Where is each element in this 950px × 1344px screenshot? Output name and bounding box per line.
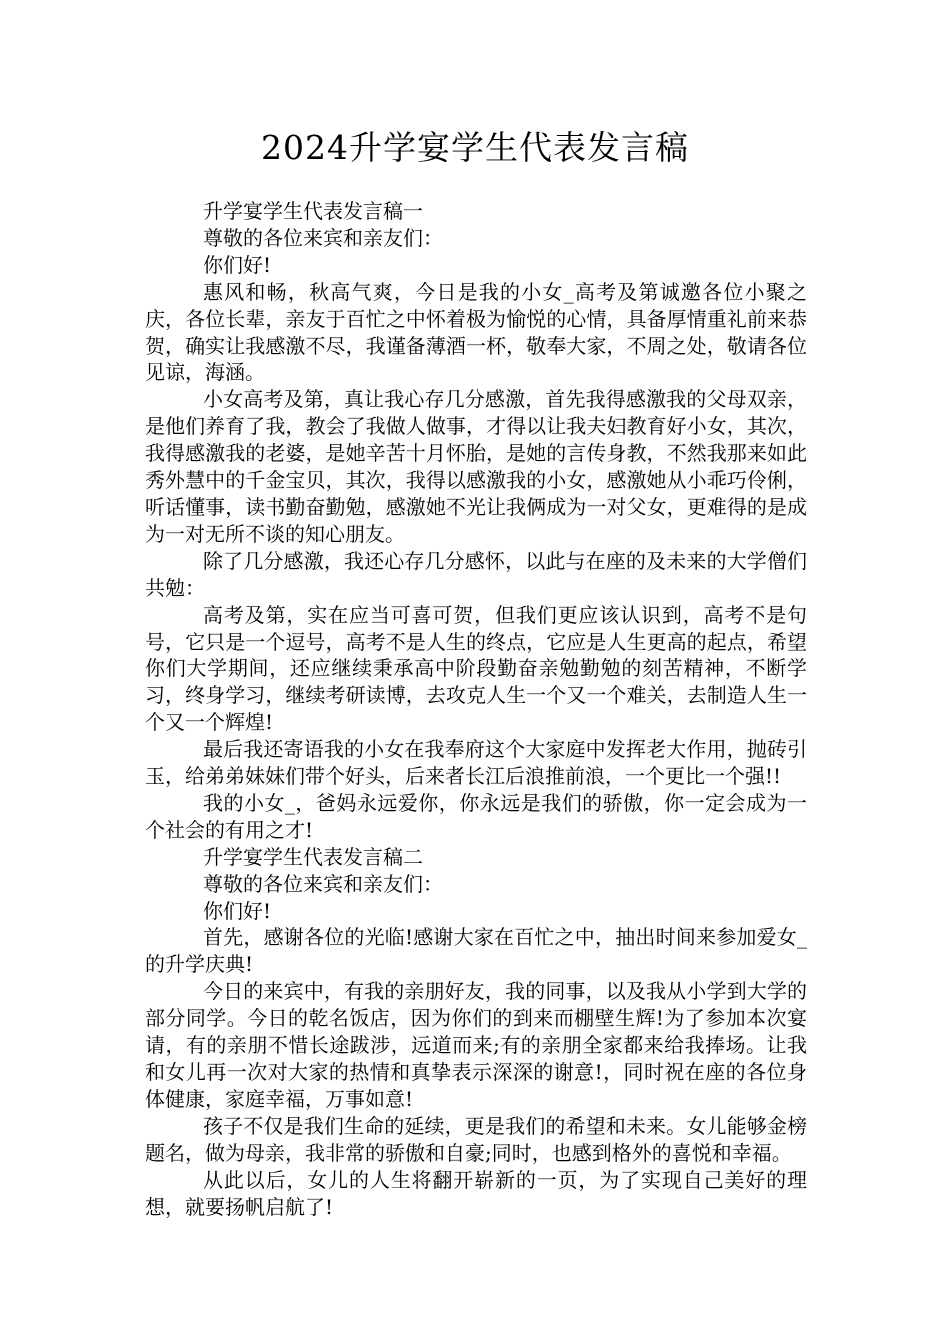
paragraph: 今日的来宾中，有我的亲朋好友，我的同事，以及我从小学到大学的部分同学。今日的乾名饭店，因为你们的到来而棚壁生辉!为了参加本次宴请，有的亲朋不惜长途跋涉，远道而来;有的亲朋全家都来给我捧场。让我和女儿再一次对大家的热情和真挚表示深深的谢意!，同时祝在座的各位身体健康，家庭幸福，万事如意! <box>145 979 807 1111</box>
salutation: 尊敬的各位来宾和亲友们： <box>203 871 443 896</box>
paragraph: 首先，感谢各位的光临!感谢大家在百忙之中，抽出时间来参加爱女_的升学庆典! <box>145 925 807 977</box>
paragraph: 小女高考及第，真让我心存几分感激，首先我得感激我的父母双亲，是他们养育了我，教会了我做人做事，才得以让我夫妇教育好小女，其次，我得感激我的老婆，是她辛苦十月怀胎，是她的言传身教，不然我那来如此秀外慧中的千金宝贝，其次，我得以感激我的小女，感激她从小乖巧伶俐，听话懂事，读书勤奋勤勉，感激她不光让我俩成为一对父女，更难得的是成为一对无所不谈的知心朋友。 <box>145 387 807 546</box>
section-heading: 升学宴学生代表发言稿二 <box>203 844 423 869</box>
greeting: 你们好! <box>203 898 272 923</box>
paragraph: 我的小女_，爸妈永远爱你，你永远是我们的骄傲，你一定会成为一个社会的有用之才! <box>145 790 807 842</box>
section-heading: 升学宴学生代表发言稿一 <box>203 199 423 223</box>
paragraph: 从此以后，女儿的人生将翻开崭新的一页，为了实现自己美好的理想，就要扬帆启航了! <box>145 1167 807 1219</box>
paragraph: 高考及第，实在应当可喜可贺，但我们更应该认识到，高考不是句号，它只是一个逗号，高考不是人生的终点，它应是人生更高的起点，希望你们大学期间，还应继续秉承高中阶段勤奋亲勉勤勉的刻苦精神，不断学习，终身学习，继续考研读博，去攻克人生一个又一个难关，去制造人生一个又一个辉煌! <box>145 602 807 735</box>
greeting: 你们好! <box>203 252 272 277</box>
paragraph: 最后我还寄语我的小女在我奉府这个大家庭中发挥老大作用，抛砖引玉，给弟弟妹妹们带个好头，后来者长江后浪推前浪，一个更比一个强!! <box>145 737 807 789</box>
document-title: 2024升学宴学生代表发言稿 <box>261 128 689 167</box>
paragraph: 孩子不仅是我们生命的延续，更是我们的希望和未来。女儿能够金榜题名，做为母亲，我非常的骄傲和自豪;同时，也感到格外的喜悦和幸福。 <box>145 1113 807 1165</box>
document-body <box>145 198 807 1220</box>
salutation: 尊敬的各位来宾和亲友们： <box>203 225 443 250</box>
paragraph: 惠风和畅，秋高气爽，今日是我的小女_高考及第诚邀各位小聚之庆，各位长辈，亲友于百忙之中怀着极为愉悦的心情，具备厚情重礼前来恭贺，确实让我感激不尽，我谨备薄酒一杯，敬奉大家，不周之处，敬请各位见谅，海涵。 <box>145 279 807 385</box>
paragraph: 除了几分感激，我还心存几分感怀，以此与在座的及未来的大学僧们共勉： <box>145 548 807 600</box>
